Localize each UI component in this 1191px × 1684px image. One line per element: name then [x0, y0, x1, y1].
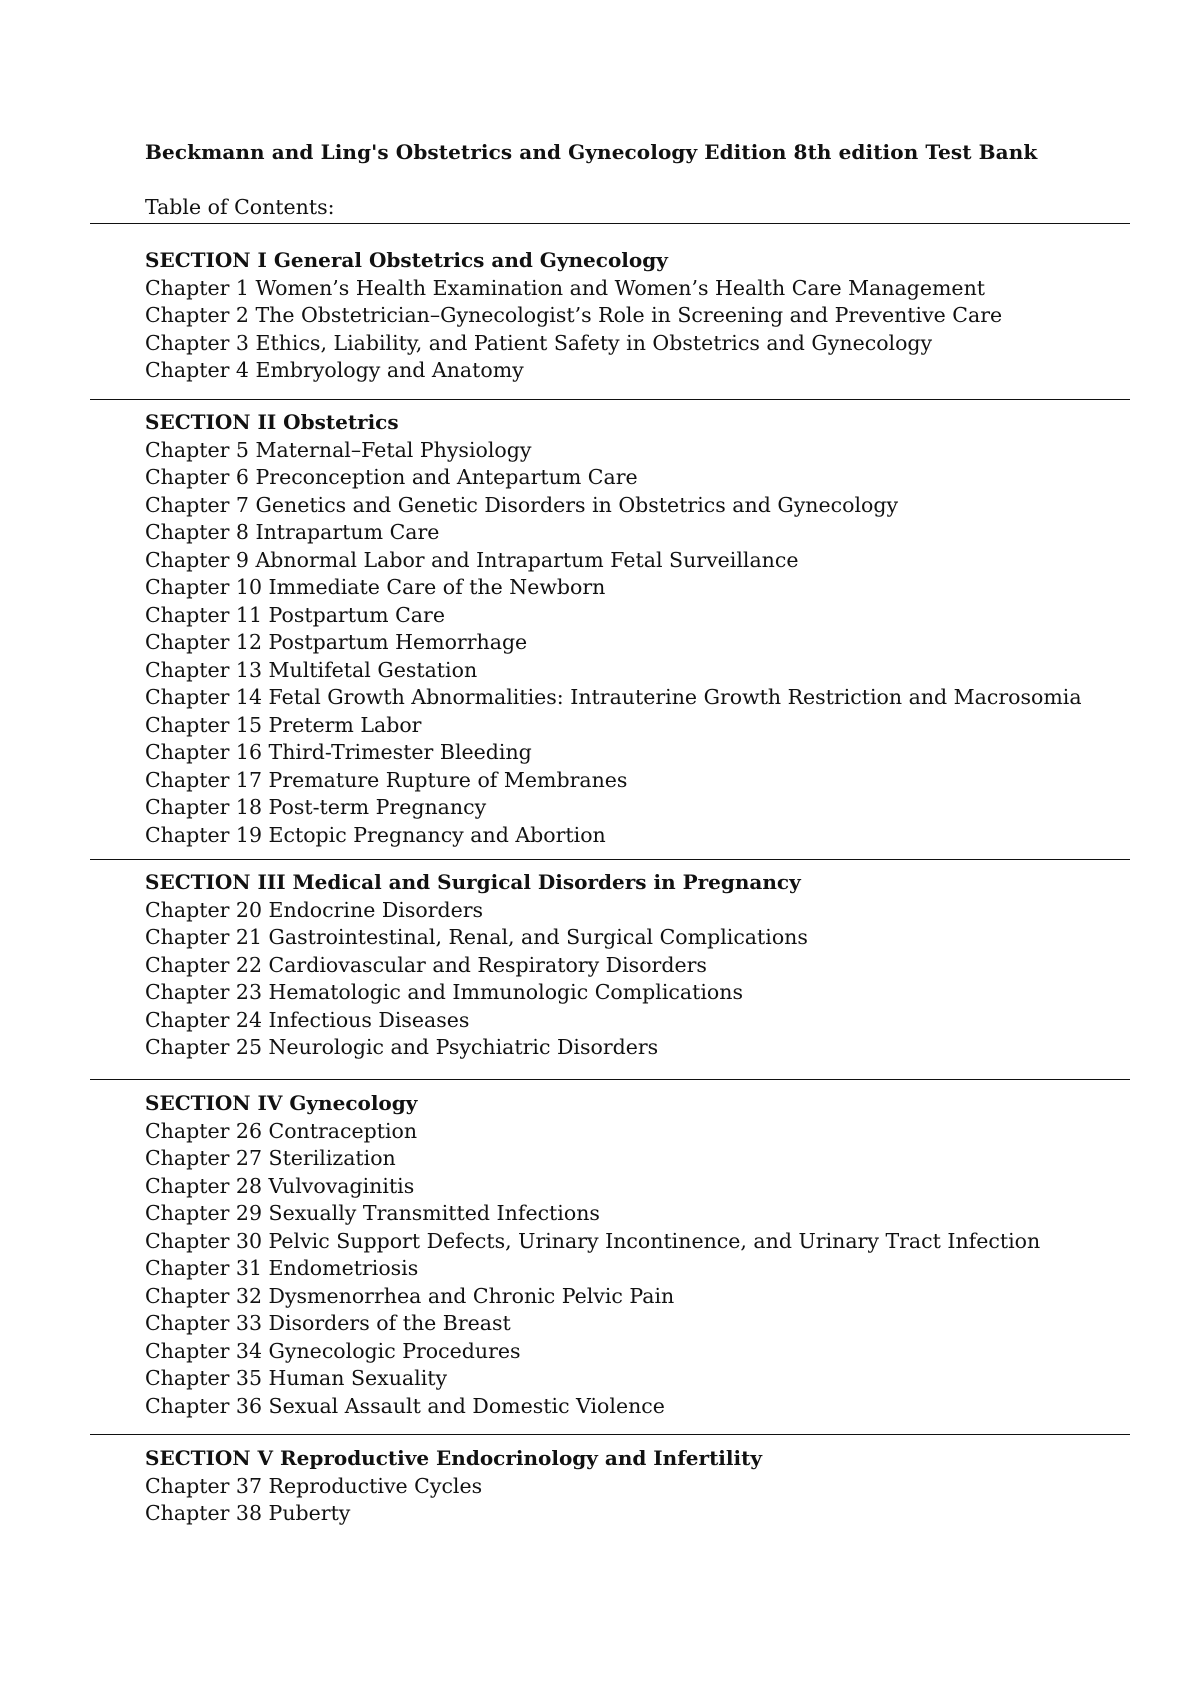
chapter-item: Chapter 26 Contraception — [145, 1118, 418, 1143]
chapter-item: Chapter 12 Postpartum Hemorrhage — [145, 630, 528, 654]
chapter-item: Chapter 24 Infectious Diseases — [145, 1007, 470, 1032]
chapter-item: Chapter 27 Sterilization — [145, 1146, 396, 1170]
document-title: Beckmann and Ling's Obstetrics and Gynecology Edition 8th edition Test Bank — [145, 140, 1038, 164]
section-1 — [145, 247, 1155, 385]
section-3 — [145, 869, 1155, 1062]
chapter-item: Chapter 32 Dysmenorrhea and Chronic Pelvic Pain — [145, 1283, 675, 1308]
section-heading: SECTION III Medical and Surgical Disorders in Pregnancy — [145, 870, 801, 894]
chapter-item: Chapter 16 Third-Trimester Bleeding — [145, 740, 532, 764]
chapter-item: Chapter 4 Embryology and Anatomy — [145, 358, 524, 382]
chapter-item: Chapter 35 Human Sexuality — [145, 1366, 448, 1390]
section-2 — [145, 409, 1155, 849]
chapter-item: Chapter 29 Sexually Transmitted Infections — [145, 1201, 600, 1225]
section-4 — [145, 1090, 1155, 1420]
chapter-list — [145, 437, 1155, 850]
chapter-item: Chapter 20 Endocrine Disorders — [145, 897, 484, 922]
chapter-item: Chapter 22 Cardiovascular and Respiratory Disorders — [145, 952, 707, 977]
chapter-list — [145, 275, 1155, 385]
chapter-item: Chapter 10 Immediate Care of the Newborn — [145, 575, 606, 599]
chapter-item: Chapter 5 Maternal–Fetal Physiology — [145, 437, 532, 462]
chapter-item: Chapter 1 Women’s Health Examination and Women’s Health Care Management — [145, 275, 986, 300]
chapter-item: Chapter 33 Disorders of the Breast — [145, 1311, 511, 1335]
chapter-item: Chapter 11 Postpartum Care — [145, 602, 445, 627]
chapter-item: Chapter 9 Abnormal Labor and Intrapartum Fetal Surveillance — [145, 547, 799, 572]
chapter-item: Chapter 18 Post-term Pregnancy — [145, 795, 487, 819]
chapter-item: Chapter 25 Neurologic and Psychiatric Disorders — [145, 1035, 659, 1059]
chapter-item: Chapter 31 Endometriosis — [145, 1256, 419, 1280]
chapter-item: Chapter 21 Gastrointestinal, Renal, and Surgical Complications — [145, 925, 808, 949]
chapter-item: Chapter 28 Vulvovaginitis — [145, 1173, 415, 1198]
toc-label: Table of Contents: — [145, 195, 335, 219]
section-divider — [90, 1079, 1130, 1080]
section-heading: SECTION II Obstetrics — [145, 410, 399, 434]
section-heading: SECTION I General Obstetrics and Gynecology — [145, 248, 668, 272]
chapter-item: Chapter 14 Fetal Growth Abnormalities: Intrauterine Growth Restriction and Macrosomia — [145, 685, 1082, 709]
chapter-item: Chapter 2 The Obstetrician–Gynecologist’s Role in Screening and Preventive Care — [145, 303, 1003, 327]
chapter-item: Chapter 19 Ectopic Pregnancy and Abortion — [145, 822, 606, 847]
section-divider — [90, 1434, 1130, 1435]
chapter-list — [145, 1118, 1155, 1421]
section-heading: SECTION IV Gynecology — [145, 1091, 418, 1115]
chapter-item: Chapter 34 Gynecologic Procedures — [145, 1338, 521, 1363]
chapter-item: Chapter 23 Hematologic and Immunologic Complications — [145, 980, 743, 1004]
chapter-item: Chapter 30 Pelvic Support Defects, Urinary Incontinence, and Urinary Tract Infection — [145, 1228, 1041, 1253]
chapter-item: Chapter 38 Puberty — [145, 1501, 351, 1525]
section-5 — [145, 1445, 1155, 1528]
chapter-list — [145, 897, 1155, 1062]
chapter-item: Chapter 6 Preconception and Antepartum Care — [145, 465, 638, 489]
section-divider — [90, 223, 1130, 224]
chapter-item: Chapter 3 Ethics, Liability, and Patient Safety in Obstetrics and Gynecology — [145, 330, 933, 355]
chapter-item: Chapter 17 Premature Rupture of Membranes — [145, 767, 628, 792]
chapter-item: Chapter 37 Reproductive Cycles — [145, 1473, 483, 1498]
section-heading: SECTION V Reproductive Endocrinology and Infertility — [145, 1446, 762, 1470]
chapter-item: Chapter 7 Genetics and Genetic Disorders in Obstetrics and Gynecology — [145, 492, 899, 517]
chapter-item: Chapter 15 Preterm Labor — [145, 712, 422, 737]
chapter-item: Chapter 36 Sexual Assault and Domestic Violence — [145, 1393, 665, 1418]
chapter-item: Chapter 8 Intrapartum Care — [145, 520, 440, 544]
chapter-list — [145, 1473, 1155, 1528]
section-divider — [90, 859, 1130, 860]
chapter-item: Chapter 13 Multifetal Gestation — [145, 657, 478, 682]
section-divider — [90, 399, 1130, 400]
